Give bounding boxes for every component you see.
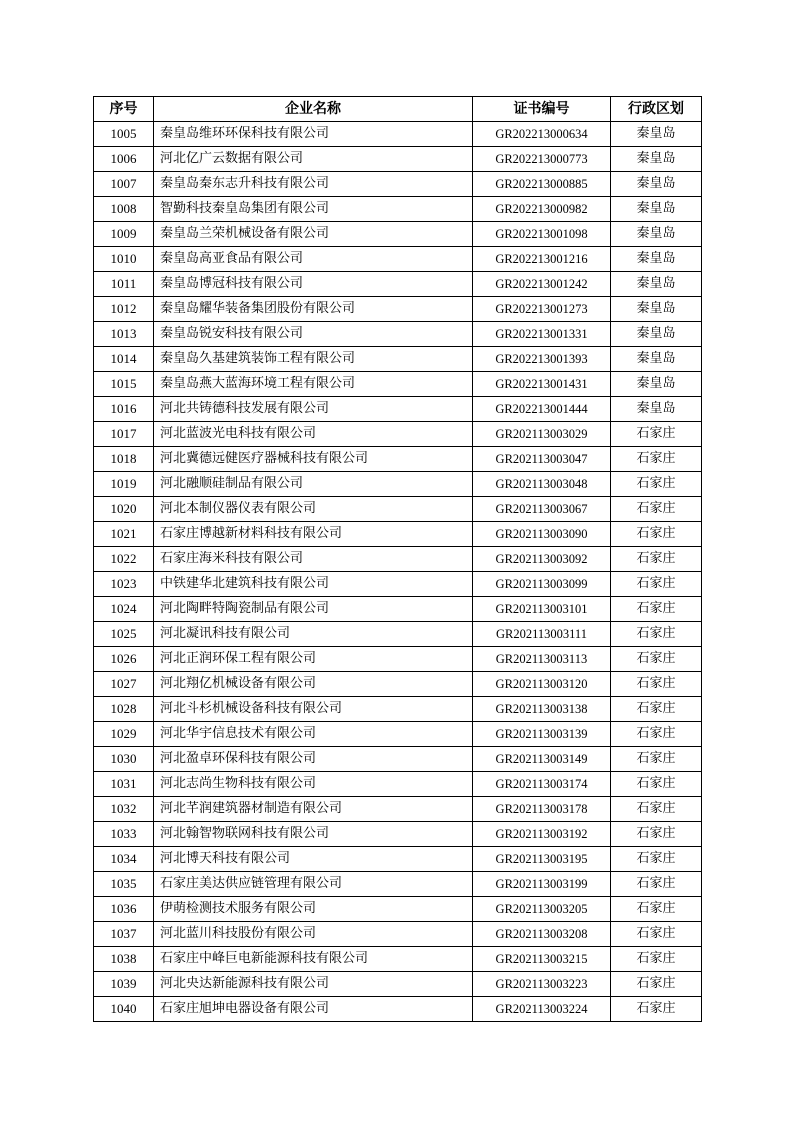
cell-region: 秦皇岛 <box>611 247 702 272</box>
table-row <box>94 422 702 447</box>
cell-cert: GR202113003101 <box>473 597 611 622</box>
cell-seq: 1032 <box>94 797 154 822</box>
cell-cert: GR202113003195 <box>473 847 611 872</box>
cell-cert: GR202213001216 <box>473 247 611 272</box>
table-row <box>94 372 702 397</box>
cell-seq: 1005 <box>94 122 154 147</box>
table-row <box>94 347 702 372</box>
cell-name: 河北盈卓环保科技有限公司 <box>154 747 473 772</box>
cell-name: 河北蓝波光电科技有限公司 <box>154 422 473 447</box>
table-row <box>94 897 702 922</box>
cell-seq: 1009 <box>94 222 154 247</box>
cell-seq: 1028 <box>94 697 154 722</box>
cell-seq: 1036 <box>94 897 154 922</box>
cell-name: 石家庄美达供应链管理有限公司 <box>154 872 473 897</box>
cell-name: 石家庄海米科技有限公司 <box>154 547 473 572</box>
cell-seq: 1023 <box>94 572 154 597</box>
table-row <box>94 647 702 672</box>
cell-cert: GR202113003224 <box>473 997 611 1022</box>
cell-name: 秦皇岛燕大蓝海环境工程有限公司 <box>154 372 473 397</box>
cell-region: 秦皇岛 <box>611 272 702 297</box>
cell-cert: GR202113003223 <box>473 972 611 997</box>
cell-seq: 1038 <box>94 947 154 972</box>
cell-cert: GR202213001431 <box>473 372 611 397</box>
cell-region: 石家庄 <box>611 497 702 522</box>
cell-cert: GR202213001331 <box>473 322 611 347</box>
cell-cert: GR202213001273 <box>473 297 611 322</box>
cell-region: 石家庄 <box>611 722 702 747</box>
cell-name: 河北博天科技有限公司 <box>154 847 473 872</box>
enterprise-table <box>93 96 702 1022</box>
cell-cert: GR202213001393 <box>473 347 611 372</box>
table-row <box>94 572 702 597</box>
cell-name: 石家庄中峰巨电新能源科技有限公司 <box>154 947 473 972</box>
cell-cert: GR202113003139 <box>473 722 611 747</box>
table-row <box>94 547 702 572</box>
cell-region: 秦皇岛 <box>611 297 702 322</box>
cell-region: 石家庄 <box>611 597 702 622</box>
cell-name: 秦皇岛博冠科技有限公司 <box>154 272 473 297</box>
cell-region: 石家庄 <box>611 947 702 972</box>
cell-region: 秦皇岛 <box>611 322 702 347</box>
cell-region: 石家庄 <box>611 472 702 497</box>
cell-name: 河北志尚生物科技有限公司 <box>154 772 473 797</box>
cell-seq: 1010 <box>94 247 154 272</box>
cell-region: 石家庄 <box>611 797 702 822</box>
cell-seq: 1014 <box>94 347 154 372</box>
cell-seq: 1019 <box>94 472 154 497</box>
cell-name: 石家庄旭坤电器设备有限公司 <box>154 997 473 1022</box>
cell-region: 石家庄 <box>611 447 702 472</box>
table-row <box>94 397 702 422</box>
cell-region: 石家庄 <box>611 747 702 772</box>
cell-region: 石家庄 <box>611 922 702 947</box>
cell-region: 秦皇岛 <box>611 197 702 222</box>
cell-seq: 1021 <box>94 522 154 547</box>
cell-seq: 1039 <box>94 972 154 997</box>
cell-name: 秦皇岛久基建筑装饰工程有限公司 <box>154 347 473 372</box>
cell-cert: GR202113003067 <box>473 497 611 522</box>
header-region: 行政区划 <box>611 97 702 122</box>
cell-name: 秦皇岛高亚食品有限公司 <box>154 247 473 272</box>
cell-name: 智勤科技秦皇岛集团有限公司 <box>154 197 473 222</box>
table-header <box>94 97 702 122</box>
header-row <box>94 97 702 122</box>
cell-seq: 1006 <box>94 147 154 172</box>
cell-seq: 1035 <box>94 872 154 897</box>
cell-region: 石家庄 <box>611 422 702 447</box>
table-row <box>94 472 702 497</box>
cell-name: 石家庄博越新材料科技有限公司 <box>154 522 473 547</box>
cell-cert: GR202113003090 <box>473 522 611 547</box>
cell-region: 石家庄 <box>611 772 702 797</box>
cell-seq: 1022 <box>94 547 154 572</box>
cell-name: 河北斗杉机械设备科技有限公司 <box>154 697 473 722</box>
cell-cert: GR202113003048 <box>473 472 611 497</box>
cell-seq: 1016 <box>94 397 154 422</box>
cell-name: 河北翰智物联网科技有限公司 <box>154 822 473 847</box>
table-row <box>94 872 702 897</box>
table-row <box>94 597 702 622</box>
table-row <box>94 447 702 472</box>
header-seq: 序号 <box>94 97 154 122</box>
cell-cert: GR202213000773 <box>473 147 611 172</box>
cell-cert: GR202113003199 <box>473 872 611 897</box>
cell-cert: GR202113003111 <box>473 622 611 647</box>
cell-region: 石家庄 <box>611 647 702 672</box>
cell-cert: GR202113003092 <box>473 547 611 572</box>
cell-seq: 1024 <box>94 597 154 622</box>
cell-name: 河北华宇信息技术有限公司 <box>154 722 473 747</box>
cell-region: 石家庄 <box>611 822 702 847</box>
cell-cert: GR202113003192 <box>473 822 611 847</box>
cell-seq: 1007 <box>94 172 154 197</box>
cell-cert: GR202113003174 <box>473 772 611 797</box>
cell-seq: 1015 <box>94 372 154 397</box>
cell-name: 河北翔亿机械设备有限公司 <box>154 672 473 697</box>
table-row <box>94 522 702 547</box>
cell-cert: GR202213001444 <box>473 397 611 422</box>
cell-name: 河北亿广云数据有限公司 <box>154 147 473 172</box>
table-row <box>94 697 702 722</box>
cell-region: 秦皇岛 <box>611 122 702 147</box>
cell-cert: GR202113003113 <box>473 647 611 672</box>
header-cert: 证书编号 <box>473 97 611 122</box>
cell-region: 秦皇岛 <box>611 172 702 197</box>
cell-cert: GR202213001242 <box>473 272 611 297</box>
cell-seq: 1037 <box>94 922 154 947</box>
cell-name: 伊萌检测技术服务有限公司 <box>154 897 473 922</box>
cell-seq: 1012 <box>94 297 154 322</box>
cell-name: 河北冀德远健医疗器械科技有限公司 <box>154 447 473 472</box>
cell-seq: 1008 <box>94 197 154 222</box>
cell-seq: 1026 <box>94 647 154 672</box>
cell-cert: GR202213001098 <box>473 222 611 247</box>
cell-name: 秦皇岛维环环保科技有限公司 <box>154 122 473 147</box>
cell-seq: 1011 <box>94 272 154 297</box>
cell-name: 河北央达新能源科技有限公司 <box>154 972 473 997</box>
cell-cert: GR202113003149 <box>473 747 611 772</box>
cell-region: 石家庄 <box>611 547 702 572</box>
cell-region: 石家庄 <box>611 672 702 697</box>
header-name: 企业名称 <box>154 97 473 122</box>
cell-name: 河北凝讯科技有限公司 <box>154 622 473 647</box>
table-row <box>94 272 702 297</box>
cell-seq: 1034 <box>94 847 154 872</box>
cell-seq: 1018 <box>94 447 154 472</box>
cell-name: 河北正润环保工程有限公司 <box>154 647 473 672</box>
cell-name: 秦皇岛兰荣机械设备有限公司 <box>154 222 473 247</box>
cell-cert: GR202213000885 <box>473 172 611 197</box>
table-row <box>94 822 702 847</box>
table-row <box>94 147 702 172</box>
table-row <box>94 247 702 272</box>
cell-name: 河北芊润建筑器材制造有限公司 <box>154 797 473 822</box>
table-row <box>94 922 702 947</box>
cell-region: 石家庄 <box>611 697 702 722</box>
cell-cert: GR202113003205 <box>473 897 611 922</box>
cell-cert: GR202213000634 <box>473 122 611 147</box>
cell-cert: GR202113003178 <box>473 797 611 822</box>
cell-region: 石家庄 <box>611 972 702 997</box>
cell-region: 秦皇岛 <box>611 147 702 172</box>
cell-seq: 1027 <box>94 672 154 697</box>
cell-seq: 1020 <box>94 497 154 522</box>
table-row <box>94 747 702 772</box>
cell-region: 秦皇岛 <box>611 372 702 397</box>
table-row <box>94 222 702 247</box>
table-row <box>94 622 702 647</box>
table-row <box>94 972 702 997</box>
cell-region: 秦皇岛 <box>611 347 702 372</box>
cell-seq: 1030 <box>94 747 154 772</box>
cell-seq: 1031 <box>94 772 154 797</box>
cell-region: 石家庄 <box>611 872 702 897</box>
cell-region: 石家庄 <box>611 522 702 547</box>
cell-cert: GR202113003047 <box>473 447 611 472</box>
document-page <box>93 96 701 1022</box>
table-row <box>94 122 702 147</box>
cell-region: 石家庄 <box>611 897 702 922</box>
table-row <box>94 322 702 347</box>
table-row <box>94 172 702 197</box>
cell-seq: 1033 <box>94 822 154 847</box>
cell-seq: 1040 <box>94 997 154 1022</box>
table-row <box>94 297 702 322</box>
cell-seq: 1013 <box>94 322 154 347</box>
cell-seq: 1029 <box>94 722 154 747</box>
table-row <box>94 997 702 1022</box>
cell-name: 河北本制仪器仪表有限公司 <box>154 497 473 522</box>
cell-seq: 1025 <box>94 622 154 647</box>
cell-name: 秦皇岛耀华装备集团股份有限公司 <box>154 297 473 322</box>
table-row <box>94 772 702 797</box>
cell-cert: GR202113003208 <box>473 922 611 947</box>
table-row <box>94 847 702 872</box>
table-row <box>94 497 702 522</box>
table-row <box>94 722 702 747</box>
table-row <box>94 797 702 822</box>
cell-name: 中铁建华北建筑科技有限公司 <box>154 572 473 597</box>
cell-name: 河北陶畔特陶瓷制品有限公司 <box>154 597 473 622</box>
cell-cert: GR202113003138 <box>473 697 611 722</box>
cell-name: 秦皇岛秦东志升科技有限公司 <box>154 172 473 197</box>
cell-region: 石家庄 <box>611 572 702 597</box>
cell-name: 秦皇岛锐安科技有限公司 <box>154 322 473 347</box>
cell-seq: 1017 <box>94 422 154 447</box>
cell-region: 石家庄 <box>611 997 702 1022</box>
cell-cert: GR202113003120 <box>473 672 611 697</box>
table-row <box>94 672 702 697</box>
table-row <box>94 947 702 972</box>
cell-name: 河北蓝川科技股份有限公司 <box>154 922 473 947</box>
cell-cert: GR202113003029 <box>473 422 611 447</box>
cell-cert: GR202113003099 <box>473 572 611 597</box>
cell-region: 石家庄 <box>611 622 702 647</box>
table-body <box>94 122 702 1022</box>
cell-region: 秦皇岛 <box>611 397 702 422</box>
cell-region: 秦皇岛 <box>611 222 702 247</box>
cell-cert: GR202213000982 <box>473 197 611 222</box>
cell-name: 河北融顺硅制品有限公司 <box>154 472 473 497</box>
cell-cert: GR202113003215 <box>473 947 611 972</box>
cell-name: 河北共铸德科技发展有限公司 <box>154 397 473 422</box>
cell-region: 石家庄 <box>611 847 702 872</box>
table-row <box>94 197 702 222</box>
